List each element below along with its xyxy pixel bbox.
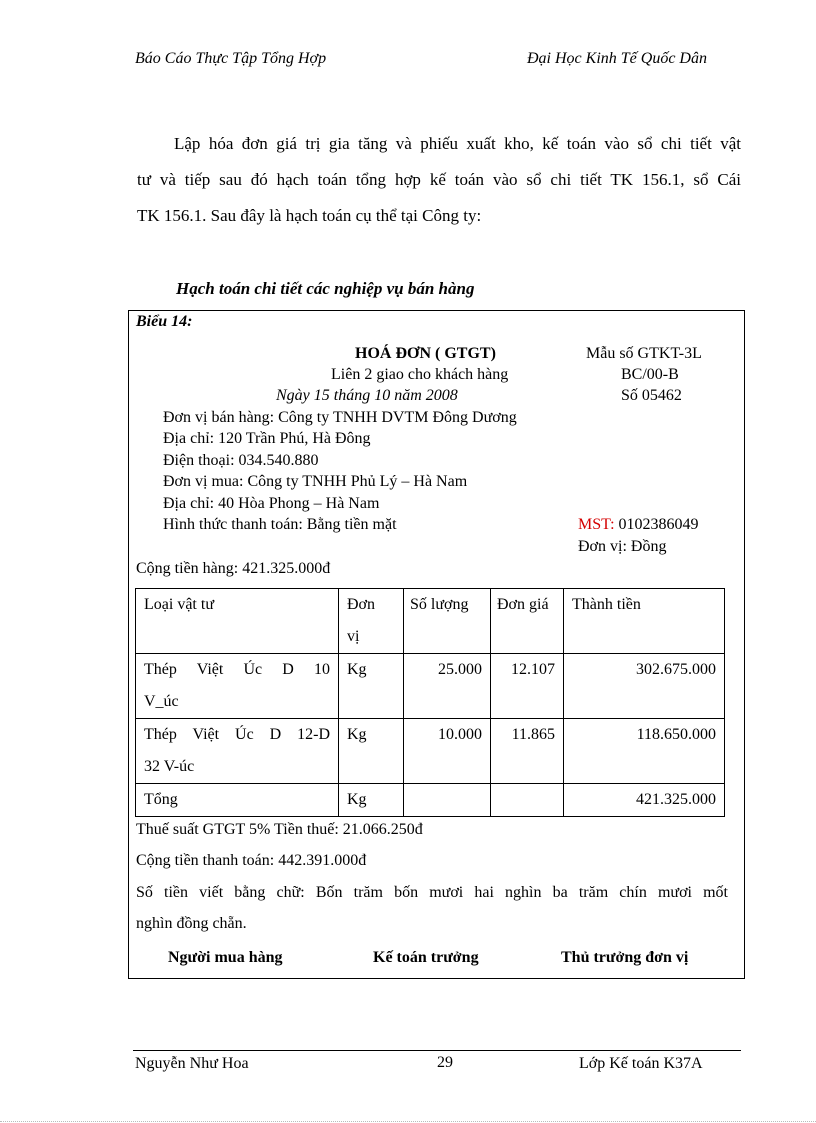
- buyer-name: Đơn vị mua: Công ty TNHH Phủ Lý – Hà Nam: [163, 473, 468, 490]
- total-unit: Kg: [339, 784, 404, 817]
- currency-unit: Đơn vị: Đồng: [578, 538, 667, 555]
- row-quantity: 10.000: [404, 719, 491, 784]
- invoice-form-no: Mẫu số GTKT-3L: [586, 345, 702, 362]
- col-quantity-label: Số lượng: [410, 596, 469, 613]
- buyer-address: Địa chỉ: 40 Hòa Phong – Hà Nam: [163, 495, 380, 512]
- col-unit-label-1: Đơn: [347, 596, 376, 613]
- signature-chief-accountant: Kế toán trưởng: [373, 949, 479, 966]
- invoice-copy-note: Liên 2 giao cho khách hàng: [331, 366, 509, 383]
- col-price-label: Đơn giá: [497, 596, 549, 613]
- footer-page-number: 29: [437, 1054, 453, 1071]
- col-amount-label: Thành tiền: [572, 596, 641, 613]
- total-quantity: [404, 784, 491, 817]
- tax-code-label: MST:: [578, 516, 615, 533]
- amount-in-words-line-2: nghìn đồng chẵn.: [136, 915, 247, 932]
- seller-phone: Điện thoại: 034.540.880: [163, 452, 319, 469]
- seller-address: Địa chỉ: 120 Trần Phú, Hà Đông: [163, 430, 371, 447]
- row-price: 11.865: [491, 719, 564, 784]
- intro-line-3: TK 156.1. Sau đây là hạch toán cụ thể tại Công ty:: [137, 206, 482, 225]
- row-unit: Kg: [339, 719, 404, 784]
- col-unit: [339, 589, 404, 654]
- page-bottom-edge: [0, 1121, 816, 1122]
- header-university: Đại Học Kinh Tế Quốc Dân: [527, 50, 707, 67]
- header-report-title: Báo Cáo Thực Tập Tổng Hợp: [135, 50, 327, 67]
- row-unit: Kg: [339, 654, 404, 719]
- row-amount: 302.675.000: [564, 654, 725, 719]
- table-row: [136, 654, 725, 719]
- row-price: 12.107: [491, 654, 564, 719]
- table-header-row: [136, 589, 725, 654]
- intro-paragraph: [137, 126, 741, 234]
- row-item-name-2: V_úc: [144, 693, 179, 710]
- tax-code: [578, 516, 699, 534]
- col-quantity: [404, 589, 491, 654]
- row-item-name: [136, 719, 339, 784]
- total-label: Tổng: [136, 784, 339, 817]
- table-total-row: [136, 784, 725, 817]
- seller-name: Đơn vị bán hàng: Công ty TNHH DVTM Đông Dương: [163, 409, 517, 426]
- col-item: [136, 589, 339, 654]
- invoice-series: BC/00-B: [621, 366, 679, 383]
- grand-total: Cộng tiền thanh toán: 442.391.000đ: [136, 852, 367, 869]
- col-price: [491, 589, 564, 654]
- col-item-label: Loại vật tư: [144, 596, 214, 613]
- total-price: [491, 784, 564, 817]
- row-amount: 118.650.000: [564, 719, 725, 784]
- intro-line-1: Lập hóa đơn giá trị gia tăng và phiếu xuất kho, kế toán vào sổ chi tiết vật: [174, 134, 741, 153]
- signature-director: Thủ trưởng đơn vị: [561, 949, 689, 966]
- invoice-label: Biểu 14:: [136, 313, 193, 330]
- footer-divider: [133, 1050, 741, 1051]
- total-amount: 421.325.000: [564, 784, 725, 817]
- signature-buyer: Người mua hàng: [168, 949, 283, 966]
- section-title: Hạch toán chi tiết các nghiệp vụ bán hàng: [176, 279, 475, 298]
- col-amount: [564, 589, 725, 654]
- invoice-date: Ngày 15 tháng 10 năm 2008: [276, 387, 458, 404]
- row-item-name-1: Thép Việt Úc D 10: [144, 661, 330, 678]
- intro-line-2: tư và tiếp sau đó hạch toán tổng hợp kế toán vào sổ chi tiết TK 156.1, sổ Cái: [137, 170, 741, 189]
- vat-line: Thuế suất GTGT 5% Tiền thuế: 21.066.250đ: [136, 821, 423, 838]
- footer-author: Nguyễn Như Hoa: [135, 1055, 249, 1072]
- footer-class: Lớp Kế toán K37A: [579, 1055, 703, 1072]
- table-row: [136, 719, 725, 784]
- payment-method: Hình thức thanh toán: Bằng tiền mặt: [163, 516, 397, 533]
- amount-in-words-line-1: Số tiền viết bằng chữ: Bốn trăm bốn mươi hai nghìn ba trăm chín mươi mốt: [136, 884, 728, 901]
- row-item-name: [136, 654, 339, 719]
- col-unit-label-2: vị: [347, 628, 360, 645]
- row-quantity: 25.000: [404, 654, 491, 719]
- row-item-name-2: 32 V-úc: [144, 758, 195, 775]
- invoice-number: Số 05462: [621, 387, 682, 404]
- goods-total: Cộng tiền hàng: 421.325.000đ: [136, 560, 331, 577]
- invoice-title: HOÁ ĐƠN ( GTGT): [355, 345, 496, 362]
- row-item-name-1: Thép Việt Úc D 12-D: [144, 726, 330, 743]
- tax-code-value: 0102386049: [618, 516, 699, 533]
- items-table: [135, 588, 725, 817]
